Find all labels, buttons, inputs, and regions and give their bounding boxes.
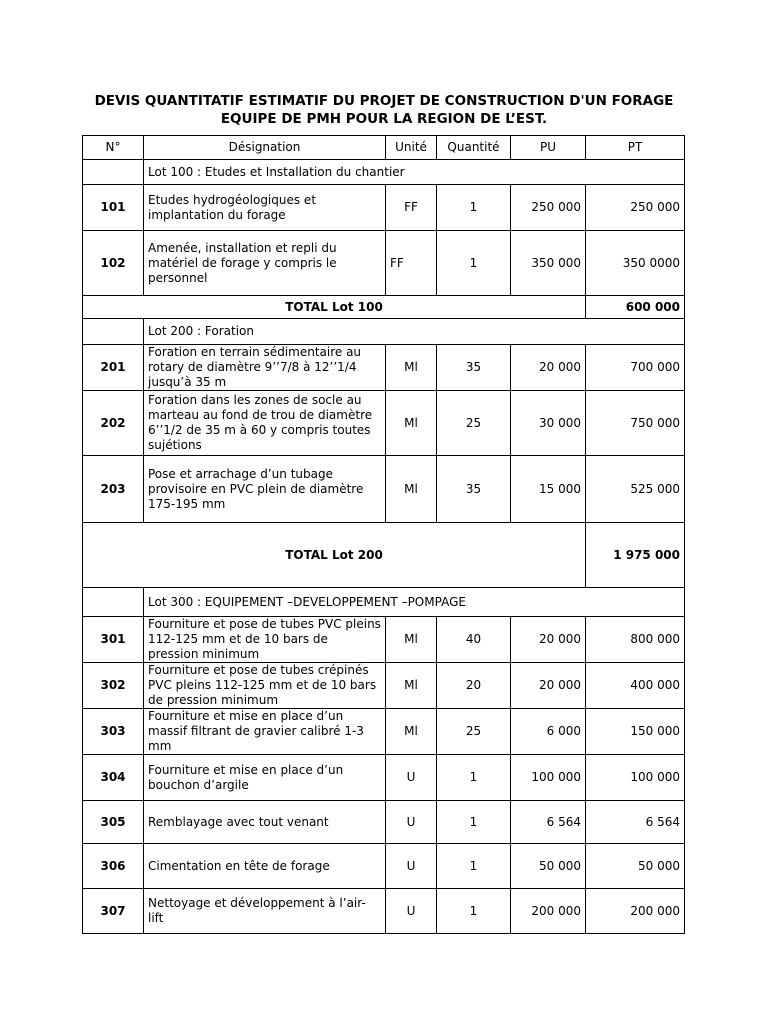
table-row (83, 391, 685, 456)
row-designation: Foration en terrain sédimentaire au rotary de diamètre 9’’7/8 à 12’’1/4 jusqu’à 35 m (144, 345, 386, 391)
row-pt: 50 000 (586, 844, 685, 889)
row-quantite: 40 (437, 617, 511, 663)
row-pt: 525 000 (586, 456, 685, 523)
header-pu: PU (511, 136, 586, 160)
row-number: 101 (83, 185, 144, 231)
row-number: 304 (83, 755, 144, 801)
row-pt: 200 000 (586, 889, 685, 934)
row-designation: Fourniture et mise en place d’un bouchon d’argile (144, 755, 386, 801)
table-row (83, 801, 685, 844)
row-pu: 15 000 (511, 456, 586, 523)
row-unite: U (386, 755, 437, 801)
row-pt: 800 000 (586, 617, 685, 663)
row-number: 302 (83, 663, 144, 709)
row-pt: 100 000 (586, 755, 685, 801)
row-unite: U (386, 889, 437, 934)
row-number: 202 (83, 391, 144, 456)
row-pu: 30 000 (511, 391, 586, 456)
row-designation: Fourniture et mise en place d’un massif filtrant de gravier calibré 1-3 mm (144, 709, 386, 755)
row-pu: 50 000 (511, 844, 586, 889)
row-pt: 150 000 (586, 709, 685, 755)
row-designation: Nettoyage et développement à l’air-lift (144, 889, 386, 934)
row-quantite: 35 (437, 345, 511, 391)
row-number: 305 (83, 801, 144, 844)
row-unite: Ml (386, 391, 437, 456)
row-designation: Pose et arrachage d’un tubage provisoire en PVC plein de diamètre 175-195 mm (144, 456, 386, 523)
row-quantite: 25 (437, 709, 511, 755)
row-designation: Remblayage avec tout venant (144, 801, 386, 844)
row-pu: 6 000 (511, 709, 586, 755)
row-pt: 700 000 (586, 345, 685, 391)
row-quantite: 1 (437, 231, 511, 296)
estimate-table (82, 135, 685, 934)
row-designation: Fourniture et pose de tubes PVC pleins 112-125 mm et de 10 bars de pression minimum (144, 617, 386, 663)
row-quantite: 25 (437, 391, 511, 456)
lot-300-label: Lot 300 : EQUIPEMENT –DEVELOPPEMENT –POMPAGE (144, 588, 685, 617)
row-quantite: 35 (437, 456, 511, 523)
row-designation: Cimentation en tête de forage (144, 844, 386, 889)
row-number: 203 (83, 456, 144, 523)
table-row (83, 185, 685, 231)
table-row (83, 844, 685, 889)
row-unite: Ml (386, 345, 437, 391)
lot-row (83, 588, 685, 617)
row-quantite: 20 (437, 663, 511, 709)
table-row (83, 709, 685, 755)
lot-row (83, 160, 685, 185)
header-quantite: Quantité (437, 136, 511, 160)
header-unite: Unité (386, 136, 437, 160)
row-designation: Etudes hydrogéologiques et implantation du forage (144, 185, 386, 231)
total-row (83, 523, 685, 588)
row-number: 301 (83, 617, 144, 663)
table-row (83, 889, 685, 934)
title-line-2: EQUIPE DE PMH POUR LA REGION DE L’EST. (220, 111, 548, 127)
row-quantite: 1 (437, 889, 511, 934)
header-designation: Désignation (144, 136, 386, 160)
row-pu: 350 000 (511, 231, 586, 296)
row-quantite: 1 (437, 801, 511, 844)
row-number: 307 (83, 889, 144, 934)
row-unite: Ml (386, 709, 437, 755)
total-lot-100-value: 600 000 (586, 296, 685, 319)
table-header-row (83, 136, 685, 160)
table-row (83, 345, 685, 391)
row-pu: 250 000 (511, 185, 586, 231)
title-line-1: DEVIS QUANTITATIF ESTIMATIF DU PROJET DE CONSTRUCTION D'UN FORAGE (94, 93, 674, 109)
row-quantite: 1 (437, 755, 511, 801)
lot-100-label: Lot 100 : Etudes et Installation du chantier (144, 160, 685, 185)
table-row (83, 755, 685, 801)
row-number: 102 (83, 231, 144, 296)
total-row (83, 296, 685, 319)
row-unite: FF (386, 185, 437, 231)
total-lot-200-value: 1 975 000 (586, 523, 685, 588)
row-number: 306 (83, 844, 144, 889)
row-designation: Amenée, installation et repli du matériel de forage y compris le personnel (144, 231, 386, 296)
row-number: 303 (83, 709, 144, 755)
row-pt: 750 000 (586, 391, 685, 456)
total-lot-100-label: TOTAL Lot 100 (83, 296, 586, 319)
table-row (83, 663, 685, 709)
row-pu: 20 000 (511, 617, 586, 663)
header-pt: PT (586, 136, 685, 160)
table-row (83, 231, 685, 296)
row-quantite: 1 (437, 185, 511, 231)
row-unite: Ml (386, 617, 437, 663)
header-n: N° (83, 136, 144, 160)
row-pt: 350 0000 (586, 231, 685, 296)
row-unite: Ml (386, 663, 437, 709)
row-number: 201 (83, 345, 144, 391)
row-designation: Fourniture et pose de tubes crépinés PVC pleins 112-125 mm et de 10 bars de pression minimum (144, 663, 386, 709)
row-unite: U (386, 844, 437, 889)
row-designation: Foration dans les zones de socle au marteau au fond de trou de diamètre 6’’1/2 de 35 m à 60 y compris toutes sujétions (144, 391, 386, 456)
row-unite: FF (386, 231, 437, 296)
table-row (83, 456, 685, 523)
row-unite: Ml (386, 456, 437, 523)
row-pu: 6 564 (511, 801, 586, 844)
row-pu: 20 000 (511, 345, 586, 391)
row-pt: 250 000 (586, 185, 685, 231)
row-pu: 20 000 (511, 663, 586, 709)
lot-row (83, 319, 685, 345)
document-title (0, 92, 768, 128)
row-pt: 6 564 (586, 801, 685, 844)
row-pu: 200 000 (511, 889, 586, 934)
total-lot-200-label: TOTAL Lot 200 (83, 523, 586, 588)
row-pu: 100 000 (511, 755, 586, 801)
row-pt: 400 000 (586, 663, 685, 709)
lot-200-label: Lot 200 : Foration (144, 319, 685, 345)
row-quantite: 1 (437, 844, 511, 889)
table-row (83, 617, 685, 663)
row-unite: U (386, 801, 437, 844)
